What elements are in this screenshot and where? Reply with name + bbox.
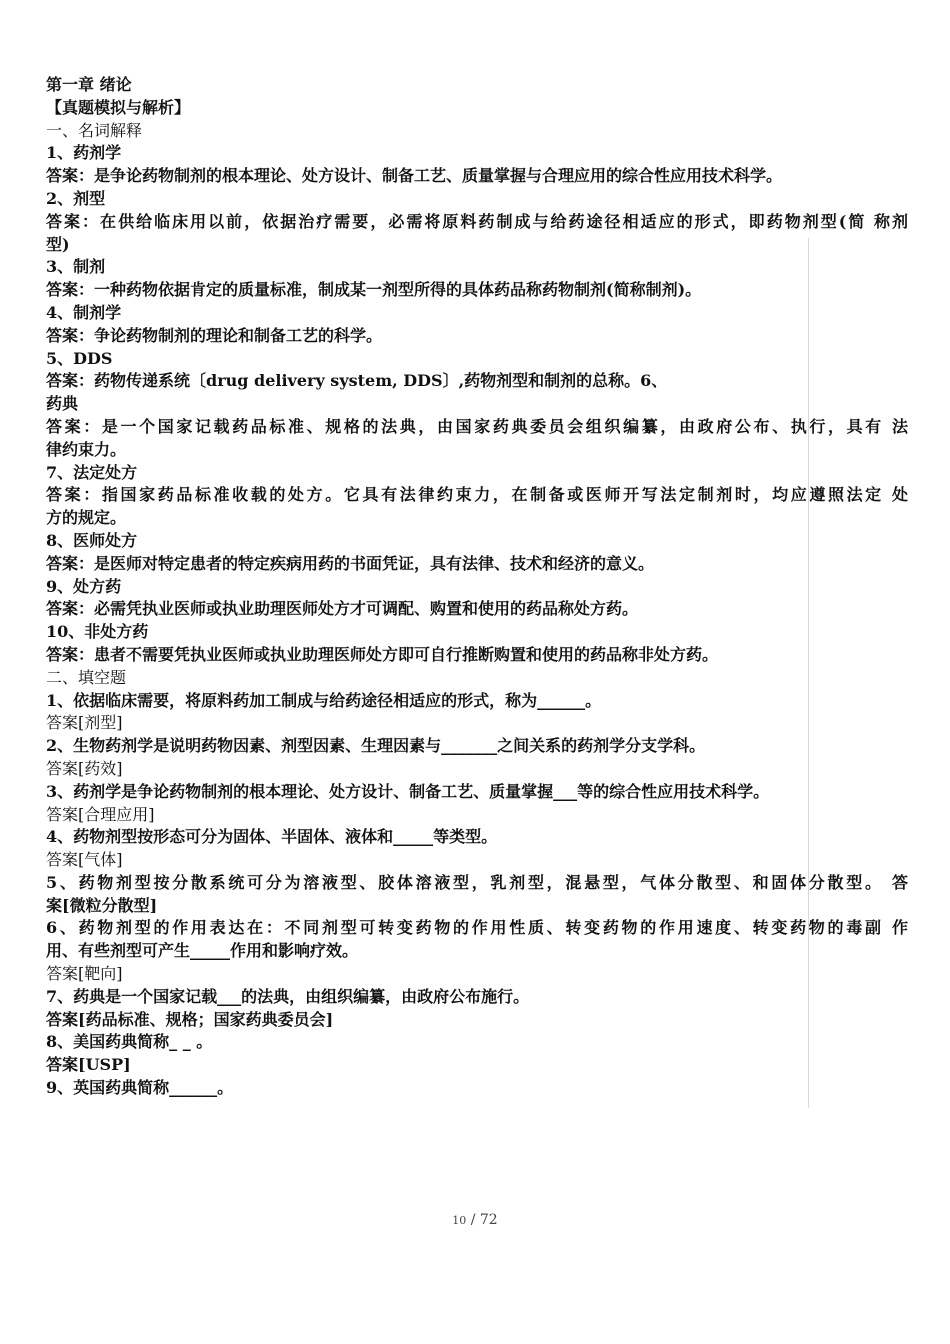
text-line: 8、医师处方 [46, 530, 138, 550]
text-line: 案[微粒分散型] [46, 895, 158, 915]
text-line: 4、制剂学 [46, 302, 122, 322]
text-line: 2、剂型 [46, 188, 106, 208]
text-line: 律约束力。 [46, 439, 127, 459]
text-line: 2、生物药剂学是说明药物因素、剂型因素、生理因素与_______之间关系的药剂学分支学科。 [46, 736, 706, 756]
text-line: 方的规定。 [46, 508, 127, 528]
text-line: 型) [46, 234, 70, 254]
text-line: 二、填空题 [46, 667, 127, 687]
total-pages: 72 [479, 1212, 498, 1228]
text-line: 药典 [46, 394, 79, 414]
text-line: 一、名词解释 [46, 120, 143, 140]
text-line: 1、药剂学 [46, 143, 122, 163]
text-line: 答案[靶向] [46, 964, 123, 984]
text-line: 8、美国药典简称_ _ 。 [46, 1032, 213, 1052]
text-line: 5、药物剂型按分散系统可分为溶液型、胶体溶液型，乳剂型，混悬型，气体分散型、和固体分散型。 答 [46, 872, 908, 892]
text-line: 答案：在供给临床用以前，依据治疗需要，必需将原料药制成与给药途径相适应的形式，即药物剂型(简 称剂 [46, 211, 908, 231]
text-line: 用、有些剂型可产生_____作用和影响疗效。 [46, 941, 359, 961]
text-line: 4、药物剂型按形态可分为固体、半固体、液体和_____等类型。 [46, 827, 498, 847]
text-line: 5、DDS [46, 348, 113, 368]
text-line: 答案：患者不需要凭执业医师或执业助理医师处方即可自行推断购置和使用的药品称非处方药。 [46, 644, 719, 664]
text-line: 答案[药效] [46, 758, 123, 778]
text-line: 9、英国药典简称______。 [46, 1078, 234, 1098]
current-page-number: 10 [452, 1214, 467, 1227]
text-line: 9、处方药 [46, 576, 122, 596]
text-line: 6、药物剂型的作用表达在：不同剂型可转变药物的作用性质、转变药物的作用速度、转变药物的毒副 作 [46, 918, 908, 938]
text-line: 答案[剂型] [46, 713, 123, 733]
text-line: 7、药典是一个国家记载___的法典，由组织编纂，由政府公布施行。 [46, 986, 530, 1006]
text-line: 3、制剂 [46, 257, 106, 277]
text-line: 答案[USP] [46, 1055, 131, 1075]
text-line: 答案：是争论药物制剂的根本理论、处方设计、制备工艺、质量掌握与合理应用的综合性应用技术科学。 [46, 166, 783, 186]
text-line: 答案[合理应用] [46, 804, 155, 824]
text-line: 答案：是一个国家记载药品标准、规格的法典，由国家药典委员会组织编纂，由政府公布、执行，具有 法 [46, 416, 908, 436]
document-body [46, 74, 908, 1100]
page-separator: / [470, 1212, 476, 1228]
text-line: 答案[气体] [46, 850, 123, 870]
text-line: 答案：一种药物依据肯定的质量标准，制成某一剂型所得的具体药品称药物制剂(简称制剂)。 [46, 280, 702, 300]
text-line: 答案[药品标准、规格；国家药典委员会] [46, 1009, 334, 1029]
text-line: 第一章 绪论 [46, 75, 132, 94]
text-line: 10、非处方药 [46, 622, 149, 642]
text-line: 答案：争论药物制剂的理论和制备工艺的科学。 [46, 325, 383, 345]
text-line: 1、依据临床需要，将原料药加工制成与给药途径相适应的形式，称为______。 [46, 690, 602, 710]
text-line: 答案：指国家药品标准收载的处方。它具有法律约束力，在制备或医师开写法定制剂时，均应遵照法定 处 [46, 485, 908, 505]
text-line: 答案：药物传递系统〔drug delivery system, DDS〕,药物剂型和制剂的总称。6、 [46, 371, 668, 391]
page-footer [0, 1212, 950, 1228]
text-line: 【真题模拟与解析】 [46, 97, 191, 117]
text-line: 3、药剂学是争论药物制剂的根本理论、处方设计、制备工艺、质量掌握___等的综合性应用技术科学。 [46, 781, 770, 801]
text-line: 7、法定处方 [46, 462, 138, 482]
text-line: 答案：是医师对特定患者的特定疾病用药的书面凭证，具有法律、技术和经济的意义。 [46, 553, 655, 573]
text-line: 答案：必需凭执业医师或执业助理医师处方才可调配、购置和使用的药品称处方药。 [46, 599, 639, 619]
